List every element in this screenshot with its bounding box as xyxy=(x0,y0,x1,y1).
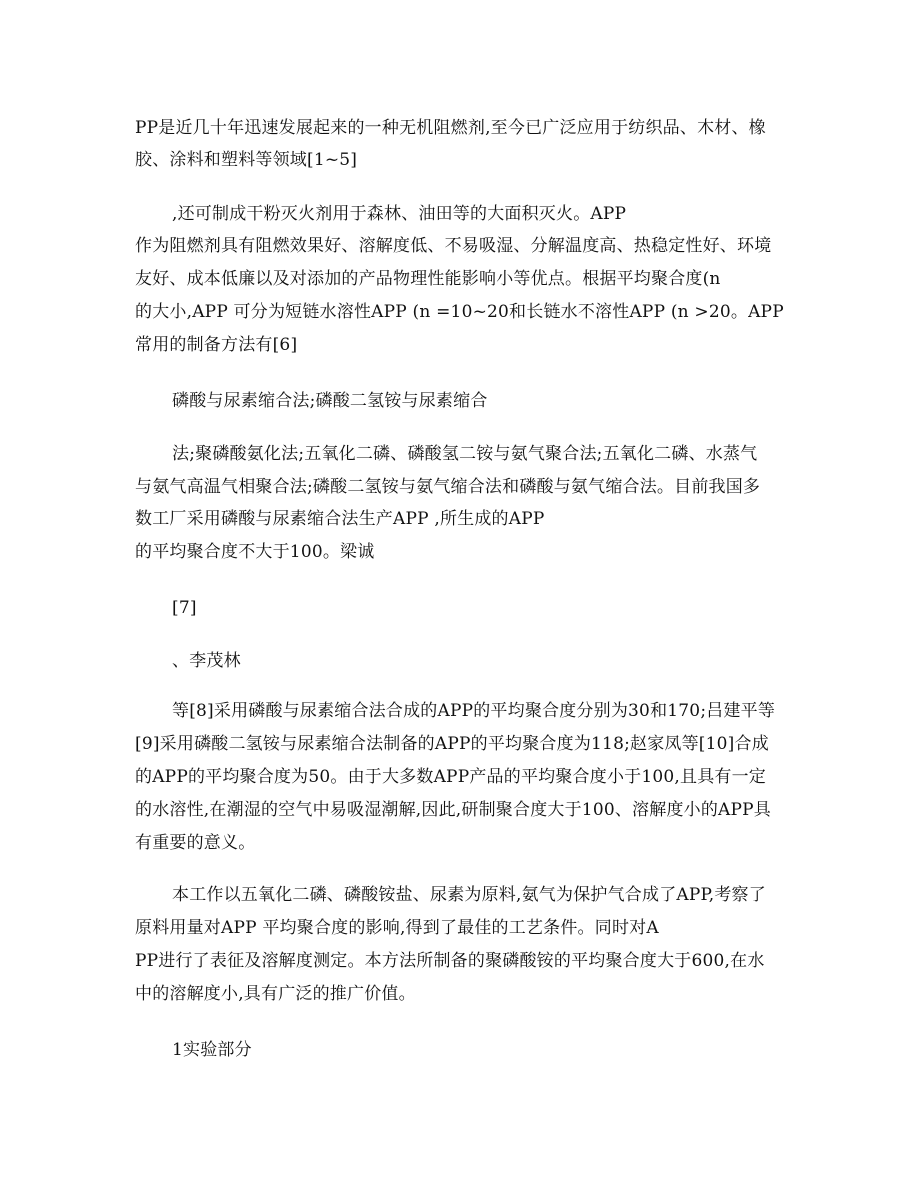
text-line: 法;聚磷酸氨化法;五氧化二磷、磷酸氢二铵与氨气聚合法;五氧化二磷、水蒸气 xyxy=(172,444,758,464)
text-line: 的大小,APP 可分为短链水溶性APP (n =10~20和长链水不溶性APP (n >20。APP xyxy=(135,302,784,322)
text-line: [9]采用磷酸二氢铵与尿素缩合法制备的APP的平均聚合度为118;赵家凤等[10]合成 xyxy=(135,734,769,754)
section-heading: 1实验部分 xyxy=(172,1040,252,1060)
text-line: PP是近几十年迅速发展起来的一种无机阻燃剂,至今已广泛应用于纺织品、木材、橡 xyxy=(135,118,766,138)
text-line: 与氨气高温气相聚合法;磷酸二氢铵与氨气缩合法和磷酸与氨气缩合法。目前我国多 xyxy=(135,477,761,497)
text-line: 本工作以五氧化二磷、磷酸铵盐、尿素为原料,氨气为保护气合成了APP,考察了 xyxy=(172,885,766,905)
text-line: 等[8]采用磷酸与尿素缩合法合成的APP的平均聚合度分别为30和170;吕建平等 xyxy=(172,701,776,721)
text-line: 数工厂采用磷酸与尿素缩合法生产APP ,所生成的APP xyxy=(135,509,545,529)
text-line: 常用的制备方法有[6] xyxy=(135,335,298,355)
text-line: 胶、涂料和塑料等领域[1~5] xyxy=(135,150,358,170)
text-line: 中的溶解度小,具有广泛的推广价值。 xyxy=(135,984,416,1004)
text-line: 的APP的平均聚合度为50。由于大多数APP产品的平均聚合度小于100,且具有一定 xyxy=(135,767,766,787)
text-line: 有重要的意义。 xyxy=(135,833,256,853)
text-line: 磷酸与尿素缩合法;磷酸二氢铵与尿素缩合 xyxy=(172,391,488,411)
text-line: 、李茂林 xyxy=(172,651,241,671)
text-line: 友好、成本低廉以及对添加的产品物理性能影响小等优点。根据平均聚合度(n xyxy=(135,269,721,289)
text-line: PP进行了表征及溶解度测定。本方法所制备的聚磷酸铵的平均聚合度大于600,在水 xyxy=(135,951,765,971)
text-line: ,还可制成干粉灭火剂用于森林、油田等的大面积灭火。APP xyxy=(172,204,627,224)
text-line: 的平均聚合度不大于100。梁诚 xyxy=(135,542,375,562)
text-line: 原料用量对APP 平均聚合度的影响,得到了最佳的工艺条件。同时对A xyxy=(135,918,659,938)
text-line: 的水溶性,在潮湿的空气中易吸湿潮解,因此,研制聚合度大于100、溶解度小的APP具 xyxy=(135,800,772,820)
text-line: 作为阻燃剂具有阻燃效果好、溶解度低、不易吸湿、分解温度高、热稳定性好、环境 xyxy=(135,236,772,256)
citation-marker: [7] xyxy=(172,598,197,618)
